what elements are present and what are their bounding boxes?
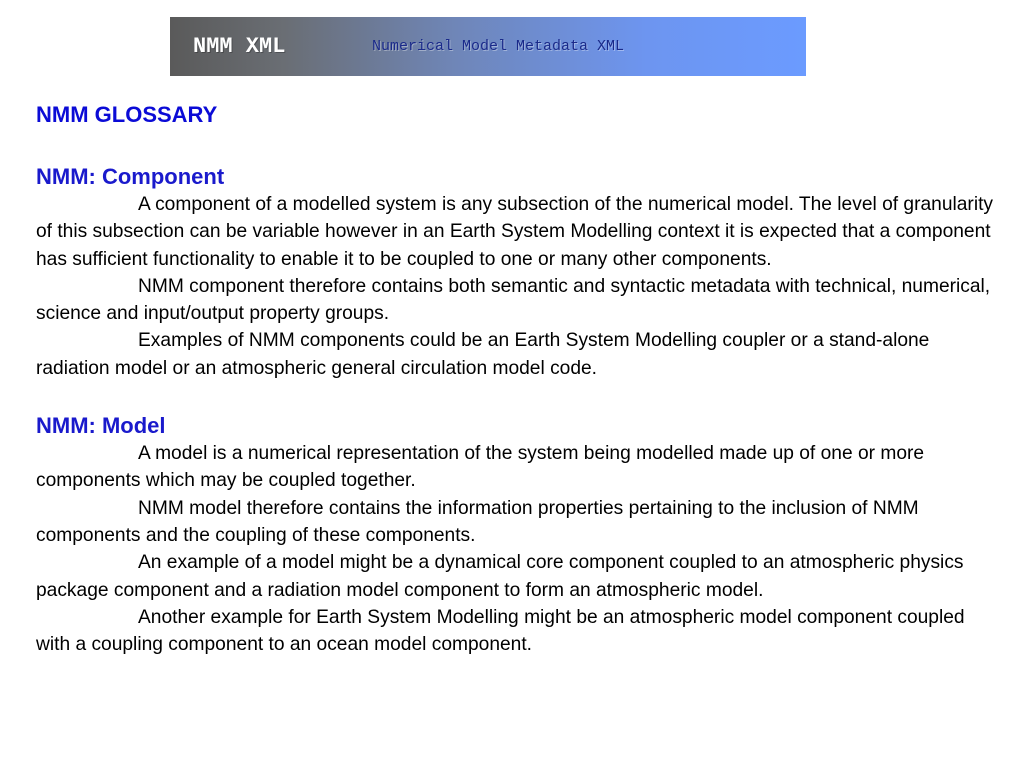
definition-paragraph: NMM model therefore contains the information properties pertaining to the inclusion of NMM components and the coupling of these components. [36,497,919,546]
banner-subtitle: Numerical Model Metadata XML [372,38,625,55]
glossary-entry-component [36,163,996,382]
definition-paragraph: A model is a numerical representation of the system being modelled made up of one or more components which may be coupled together. [36,443,925,492]
definition-paragraph: Examples of NMM components could be an Earth System Modelling coupler or a stand-alone radiation model or an atmospheric general circulation model code. [36,330,930,379]
glossary-entry-model [36,412,996,658]
banner-title: NMM XML [193,34,286,59]
glossary-title: NMM GLOSSARY [36,102,218,127]
definition-paragraph: Another example for Earth System Modelling might be an atmospheric model component coupled with a coupling component to an ocean model component. [36,606,965,656]
glossary-content [36,100,996,658]
term-heading: NMM: Component [36,164,225,189]
definition-paragraph: NMM component therefore contains both semantic and syntactic metadata with technical, numerical, science and input/output property groups. [36,275,991,325]
term-heading: NMM: Model [36,413,166,439]
header-banner [170,17,806,76]
definition-paragraph: A component of a modelled system is any subsection of the numerical model. The level of granularity of this subsection can be variable however in an Earth System Modelling context it is expected that a component has sufficient functionality to enable it to be coupled to one or many other components. [36,194,994,270]
definition-paragraph: An example of a model might be a dynamical core component coupled to an atmospheric physics package component and a radiation model component to form an atmospheric model. [36,552,964,601]
